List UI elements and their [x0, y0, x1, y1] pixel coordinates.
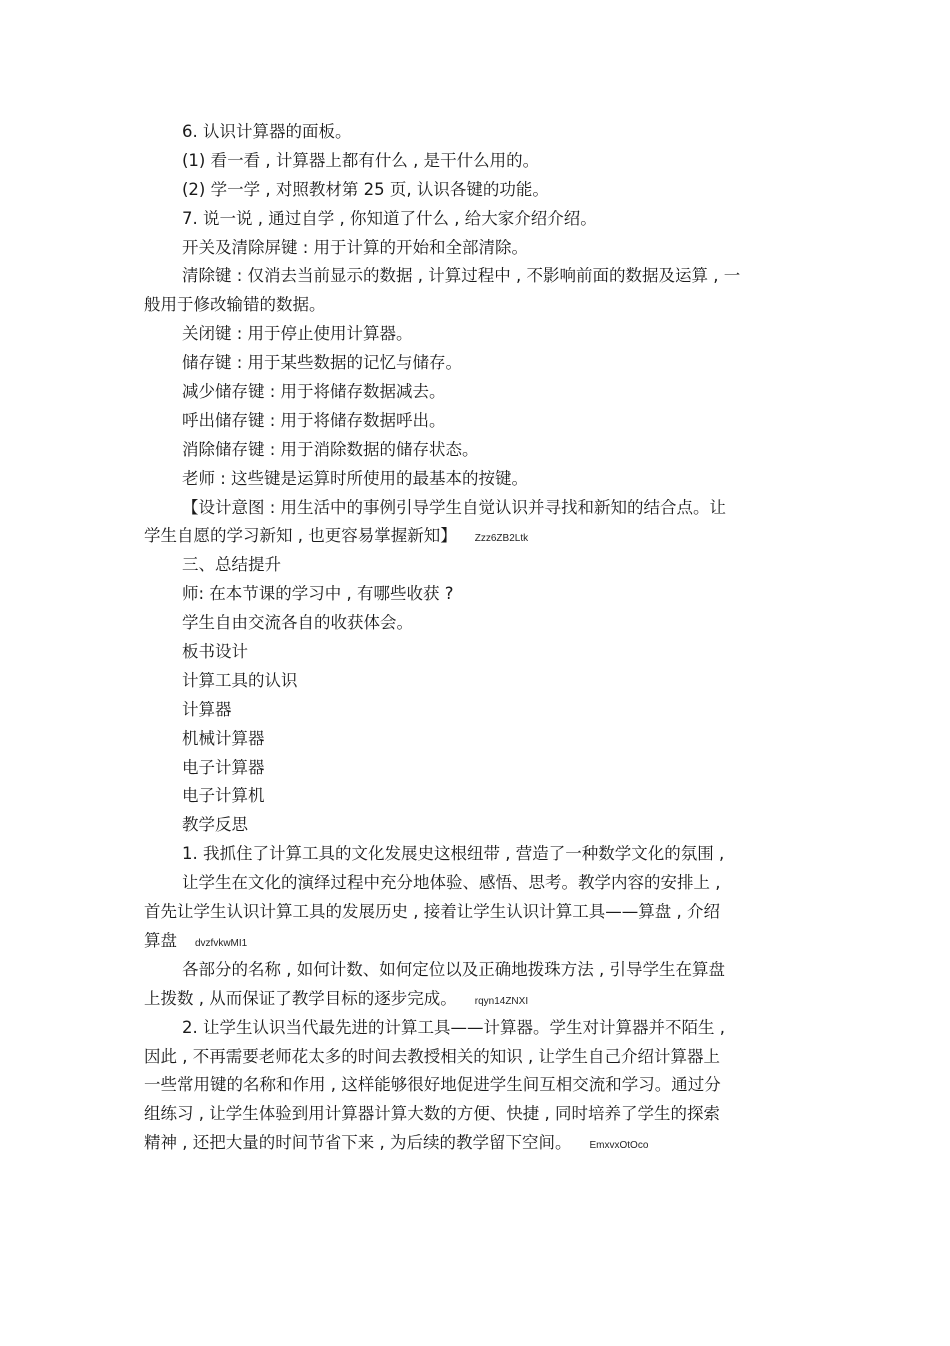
line-text: 精神 , 还把大量的时间节省下来 , 为后续的教学留下空间。	[144, 1133, 572, 1153]
text-line	[144, 782, 804, 811]
line-text: 板书设计	[182, 642, 248, 662]
line-text: 机械计算器	[182, 728, 265, 748]
line-text: 电子计算机	[182, 786, 265, 806]
line-text: 首先让学生认识计算工具的发展历史 , 接着让学生认识计算工具——算盘 , 介绍	[144, 902, 720, 922]
line-text: 6. 认识计算器的面板。	[182, 122, 352, 141]
line-text: 【设计意图 : 用生活中的事例引导学生自觉认识并寻找和新知的结合点。让	[182, 497, 727, 517]
line-text: 消除储存键 : 用于消除数据的储存状态。	[182, 439, 479, 459]
line-text: 电子计算器	[182, 757, 265, 777]
text-line	[144, 754, 804, 783]
line-text: 学生自由交流各自的收获体会。	[182, 613, 413, 633]
reference-code: EmxvxOtOco	[589, 1140, 649, 1152]
text-line	[144, 985, 804, 1014]
line-text: 因此 , 不再需要老师花太多的时间去教授相关的知识 , 让学生自己介绍计算器上	[144, 1046, 720, 1066]
text-line	[144, 667, 804, 696]
line-text: 开关及清除屏键 : 用于计算的开始和全部清除。	[182, 237, 529, 257]
line-text: 组练习 , 让学生体验到用计算器计算大数的方便、快捷 , 同时培养了学生的探索	[144, 1104, 720, 1124]
line-text: 一些常用键的名称和作用 , 这样能够很好地促进学生间互相交流和学习。通过分	[144, 1075, 721, 1095]
text-line	[144, 898, 804, 927]
document-body	[144, 118, 804, 1158]
text-line	[144, 1129, 804, 1158]
line-text: 1. 我抓住了计算工具的文化发展史这根纽带 , 营造了一种数学文化的氛围 ,	[182, 844, 725, 864]
line-text: 减少储存键 : 用于将储存数据减去。	[182, 382, 446, 402]
line-text: (1) 看一看 , 计算器上都有什么 , 是干什么用的。	[182, 150, 540, 170]
line-text: 老师 : 这些键是运算时所使用的最基本的按键。	[182, 468, 529, 488]
text-line	[144, 580, 804, 609]
text-line	[144, 522, 804, 551]
text-line	[144, 436, 804, 465]
line-text: 上拨数 , 从而保证了教学目标的逐步完成。	[144, 988, 457, 1008]
text-line	[144, 176, 804, 205]
text-line	[144, 1043, 804, 1072]
line-text: 学生自愿的学习新知 , 也更容易掌握新知】	[144, 526, 457, 546]
line-text: 计算工具的认识	[182, 670, 298, 690]
line-text: 呼出储存键 : 用于将储存数据呼出。	[182, 410, 446, 430]
text-line	[144, 1071, 804, 1100]
text-line	[144, 494, 804, 523]
line-text: 清除键 : 仅消去当前显示的数据 , 计算过程中 , 不影响前面的数据及运算 , 一	[182, 266, 741, 286]
text-line	[144, 147, 804, 176]
text-line	[144, 609, 804, 638]
line-text: 储存键 : 用于某些数据的记忆与储存。	[182, 353, 463, 373]
line-text: 三、总结提升	[182, 555, 281, 575]
line-text: 算盘	[144, 930, 177, 950]
reference-code: dvzfvkwMI1	[195, 937, 248, 949]
text-line	[144, 725, 804, 754]
text-line	[144, 465, 804, 494]
line-text: 2. 让学生认识当代最先进的计算工具——计算器。学生对计算器并不陌生 ,	[182, 1017, 725, 1037]
line-text: 计算器	[182, 699, 232, 719]
text-line	[144, 234, 804, 263]
line-text: 各部分的名称 , 如何计数、如何定位以及正确地拨珠方法 , 引导学生在算盘	[182, 959, 725, 979]
text-line	[144, 378, 804, 407]
text-line	[144, 811, 804, 840]
reference-code: rqyn14ZNXI	[474, 995, 529, 1007]
text-line	[144, 291, 804, 320]
text-line	[144, 205, 804, 234]
text-line	[144, 869, 804, 898]
line-text: 关闭键 : 用于停止使用计算器。	[182, 324, 413, 344]
reference-code: Zzz6ZB2Ltk	[474, 533, 529, 545]
text-line	[144, 840, 804, 869]
text-line	[144, 927, 804, 956]
text-line	[144, 956, 804, 985]
text-line	[144, 551, 804, 580]
text-line	[144, 349, 804, 378]
text-line	[144, 1100, 804, 1129]
line-text: 般用于修改输错的数据。	[144, 295, 326, 315]
text-line	[144, 320, 804, 349]
line-text: 让学生在文化的演绎过程中充分地体验、感悟、思考。教学内容的安排上 ,	[182, 873, 721, 893]
text-line	[144, 262, 804, 291]
text-line	[144, 118, 804, 147]
line-text: 师: 在本节课的学习中 , 有哪些收获 ?	[182, 584, 454, 604]
text-line	[144, 1014, 804, 1043]
line-text: (2) 学一学 , 对照教材第 25 页, 认识各键的功能。	[182, 179, 549, 199]
text-line	[144, 407, 804, 436]
text-line	[144, 696, 804, 725]
line-text: 7. 说一说 , 通过自学 , 你知道了什么 , 给大家介绍介绍。	[182, 208, 597, 228]
text-line	[144, 638, 804, 667]
line-text: 教学反思	[182, 815, 248, 835]
